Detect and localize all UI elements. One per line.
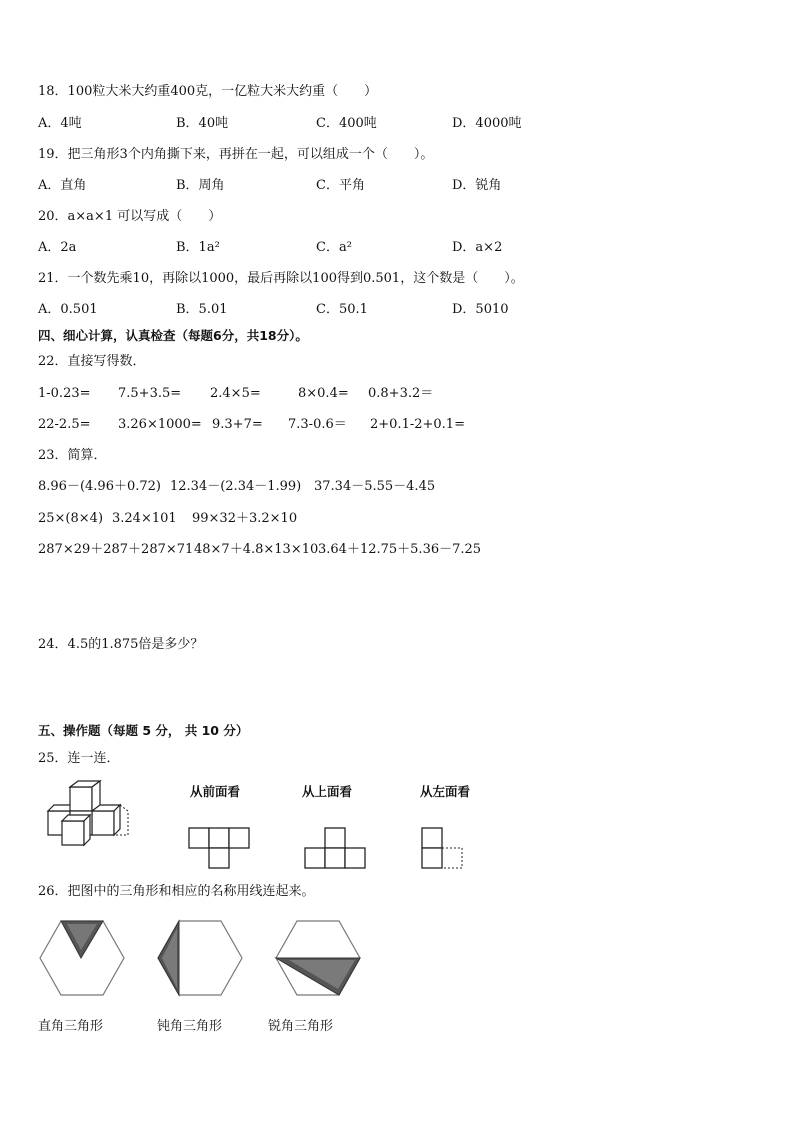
q22-item: 22-2.5= — [38, 417, 91, 432]
label-obtuse-triangle: 钝角三角形 — [157, 1019, 223, 1034]
q21-option-a: A．0.501 — [38, 302, 98, 317]
q21-option-d: D．5010 — [452, 302, 509, 317]
label-acute-triangle: 锐角三角形 — [268, 1019, 334, 1034]
cube-stack-figure — [40, 781, 140, 851]
hexagon-figure-3 — [275, 920, 361, 996]
section-5-title: 五、操作题（每题 5 分， 共 10 分） — [38, 723, 249, 738]
view-shape-inverted-t — [304, 827, 366, 869]
q23-item: 99×32＋3.2×10 — [192, 511, 298, 526]
hexagon-figure-2 — [157, 920, 243, 996]
q18-option-b: B．40吨 — [176, 116, 229, 131]
q22-item: 3.26×1000= — [118, 417, 202, 432]
question-26: 26．把图中的三角形和相应的名称用线连起来。 — [38, 884, 315, 899]
q22-item: 9.3+7= — [212, 417, 263, 432]
question-24: 24．4.5的1.875倍是多少？ — [38, 637, 204, 652]
q22-item: 0.8+3.2＝ — [368, 386, 434, 401]
q18-option-d: D．4000吨 — [452, 116, 522, 131]
question-25: 25．连一连． — [38, 751, 120, 766]
q23-item: 3.24×101 — [112, 511, 177, 526]
view-shape-l — [421, 827, 465, 869]
label-right-triangle: 直角三角形 — [38, 1019, 104, 1034]
q20-option-c: C．a² — [316, 240, 352, 255]
q22-item: 2.4×5= — [210, 386, 261, 401]
q19-option-a: A．直角 — [38, 178, 87, 193]
q18-option-c: C．400吨 — [316, 116, 377, 131]
q22-item: 7.3-0.6＝ — [288, 417, 347, 432]
question-21: 21．一个数先乘10，再除以1000，最后再除以100得到0.501，这个数是（ ）。 — [38, 271, 524, 286]
q20-option-d: D．a×2 — [452, 240, 503, 255]
view-shape-t — [188, 827, 250, 869]
q23-item: 37.34－5.55－4.45 — [314, 479, 436, 494]
q20-option-b: B．1a² — [176, 240, 220, 255]
q18-option-a: A．4吨 — [38, 116, 82, 131]
view-label-front: 从前面看 — [190, 784, 241, 799]
q22-item: 7.5+3.5= — [118, 386, 182, 401]
question-23: 23．简算． — [38, 448, 107, 463]
q22-item: 2+0.1-2+0.1= — [370, 417, 465, 432]
q22-item: 8×0.4= — [298, 386, 349, 401]
q20-option-a: A．2a — [38, 240, 77, 255]
q23-item: 25×(8×4) — [38, 511, 104, 526]
q23-item: 3.64＋12.75＋5.36－7.25 — [318, 542, 482, 557]
q19-option-d: D．锐角 — [452, 178, 502, 193]
q19-option-c: C．平角 — [316, 178, 365, 193]
view-label-left: 从左面看 — [420, 784, 471, 799]
q22-item: 1-0.23= — [38, 386, 91, 401]
q19-option-b: B．周角 — [176, 178, 225, 193]
q23-item: 48×7＋4.8×13×10 — [194, 542, 319, 557]
question-22: 22．直接写得数． — [38, 354, 146, 369]
q23-item: 8.96－(4.96＋0.72) — [38, 479, 161, 494]
q21-option-c: C．50.1 — [316, 302, 368, 317]
question-19: 19．把三角形3个内角撕下来，再拼在一起，可以组成一个（ ）。 — [38, 147, 434, 162]
section-4-title: 四、细心计算，认真检查（每题6分，共18分）。 — [38, 328, 308, 343]
view-label-top: 从上面看 — [302, 784, 353, 799]
q23-item: 287×29＋287＋287×71 — [38, 542, 194, 557]
question-20: 20．a×a×1 可以写成（ ） — [38, 209, 222, 224]
hexagon-figure-1 — [39, 920, 125, 996]
q23-item: 12.34－(2.34－1.99) — [170, 479, 302, 494]
question-18: 18．100粒大米大约重400克，一亿粒大米大约重（ ） — [38, 84, 378, 99]
q21-option-b: B．5.01 — [176, 302, 228, 317]
